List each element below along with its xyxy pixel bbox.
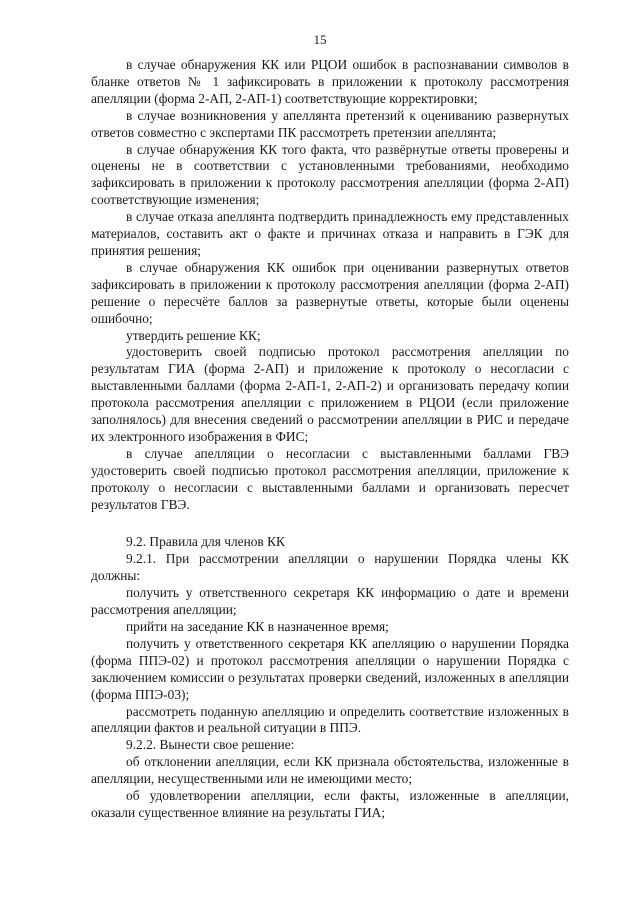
document-body [91, 57, 569, 822]
section-spacer [91, 513, 569, 534]
paragraph: об удовлетворении апелляции, если факты, изложенные в апелляции, оказали существенное влияние на результаты ГИА; [91, 788, 569, 820]
paragraph: в случае отказа апеллянта подтвердить принадлежность ему представленных материалов, составить акт о факте и причинах отказа и направить в ГЭК для принятия решения; [91, 209, 569, 258]
paragraph: в случае обнаружения КК или РЦОИ ошибок в распознавании символов в бланке ответов № 1 зафиксировать в приложении к протоколу рассмотрения апелляции (форма 2-АП, 2-АП-1) соответствующие корректировки; [91, 57, 569, 106]
paragraph: получить у ответственного секретаря КК апелляцию о нарушении Порядка (форма ППЭ-02) и протокол рассмотрения апелляции о нарушении Порядка с заключением комиссии о результатах проверки сведений, изложенных в апелляции (форма ППЭ-03); [91, 635, 569, 702]
paragraph: удостоверить своей подписью протокол рассмотрения апелляции по результатам ГИА (форма 2-АП) и приложение к протоколу о несогласии с выставленными баллами (форма 2-АП-1, 2-АП-2) и организовать передачу копии протокола рассмотрения апелляции с приложением в РЦОИ (если приложение заполнялось) для внесения сведений о рассмотрении апелляции в РИС и передаче их электронного изображения в ФИС; [91, 344, 569, 444]
paragraph: прийти на заседание КК в назначенное время; [126, 619, 389, 634]
paragraph: утвердить решение КК; [126, 327, 261, 343]
paragraph: в случае обнаружения КК того факта, что развёрнутые ответы проверены и оценены не в соответствии с установленными требованиями, необходимо зафиксировать в приложении к протоколу рассмотрения апелляции (форма 2-АП) соответствующие изменения; [91, 141, 569, 208]
paragraph: получить у ответственного секретаря КК информацию о дате и времени рассмотрения апелляции; [91, 585, 569, 618]
paragraph: в случае возникновения у апеллянта претензий к оцениванию развернутых ответов совместно с экспертами ПК рассмотреть претензии апеллянта; [91, 107, 569, 140]
paragraph: рассмотреть поданную апелляцию и определить соответствие изложенных в апелляции фактов и реальной ситуации в ППЭ. [91, 703, 569, 736]
paragraph: в случае обнаружения КК ошибок при оценивании развернутых ответов зафиксировать в приложении к протоколу рассмотрения апелляции (форма 2-АП) решение о пересчёте баллов за развернутые ответы, которые были оценены ошибочно; [91, 259, 569, 326]
paragraph: 9.2.1. При рассмотрении апелляции о нарушении Порядка члены КК должны: [91, 551, 569, 584]
section-heading: 9.2. Правила для членов КК [126, 534, 285, 550]
page-number: 15 [313, 32, 327, 47]
paragraph: 9.2.2. Вынести свое решение: [126, 737, 295, 753]
paragraph: в случае апелляции о несогласии с выставленными баллами ГВЭ удостоверить своей подписью протокол рассмотрения апелляции, приложение к протоколу о несогласии с выставленными баллами и организовать пересчет результатов ГВЭ. [91, 445, 569, 512]
paragraph: об отклонении апелляции, если КК признала обстоятельства, изложенные в апелляции, несущественными или не имеющими место; [91, 754, 569, 787]
